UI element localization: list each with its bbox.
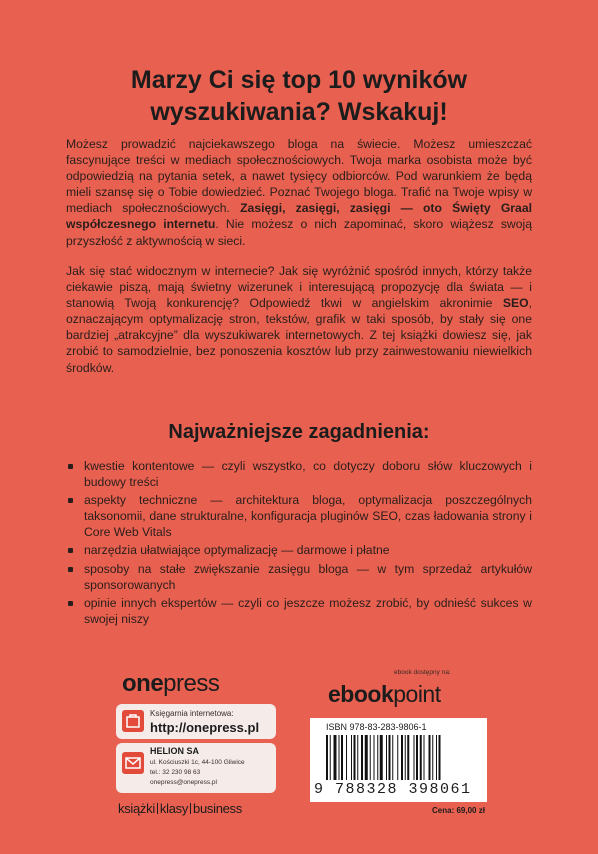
seo-text: Jak się stać widocznym w internecie? Jak się wyróżnić spośród innych, którzy także ciekawie piszą, mają świetny wizerunek i interesującą propozycję dla świata — i stanowią Twoją konkurencję? Odpowiedź tkwi w angielskim akronimie (66, 264, 532, 311)
barcode-stripe (414, 735, 415, 780)
barcode-stripe (357, 735, 358, 780)
imprints-logo (118, 801, 242, 816)
seo-paragraph (66, 263, 532, 376)
barcode-stripe (365, 735, 368, 780)
price-text: Cena: 69,00 zł (432, 806, 485, 815)
barcode-stripe (361, 735, 363, 780)
barcode-stripe (432, 735, 433, 780)
barcode-stripe (405, 735, 406, 780)
imprint-klasy: klasy (159, 801, 189, 816)
barcode-stripe (346, 735, 347, 780)
helion-name: HELION SA (150, 746, 200, 756)
intro-text: Możesz prowadzić najciekawszego bloga na świecie. Możesz umieszczać fascynujące treści w mediach społecznościowych. Twoja marka osobista może być odpowiedzią na pytania setek, a nawet tysięcy odbiorców. Pod warunkiem że będą mieli szansę się o Tobie dowiedzieć. Poznać Twojego bloga. Trafić na Twoje wpisy w mediach społecznościowych. (66, 137, 532, 216)
barcode-stripe (380, 735, 383, 780)
helion-contact-card (116, 743, 276, 793)
list-item (66, 542, 532, 558)
online-store-card[interactable] (116, 704, 276, 739)
onepress-logo-press: press (163, 670, 220, 697)
topics-list (66, 458, 532, 629)
imprint-business: business (193, 801, 242, 816)
barcode-stripe (339, 735, 340, 780)
barcode-box (310, 718, 487, 802)
list-item-text: sposoby na stałe zwiększanie zasięgu bloga — w tym sprzedaż artykułów sponsorowanych (84, 561, 532, 592)
barcode-stripe (439, 735, 441, 780)
mail-icon (122, 752, 144, 774)
barcode-stripe (392, 735, 393, 780)
headline (40, 64, 558, 128)
seo-text-end: , oznaczającym optymalizację stron, tekstów, grafik w taki sposób, by stały się one bardziej „atrakcyjne” dla wyszukiwarek internetowych. Z tej książki dowiesz się, jak zrobić to samodzielnie, bez ponoszenia kosztów lub przy zainwestowaniu niewielkich środków. (66, 296, 532, 375)
list-item-text: aspekty techniczne — architektura bloga, optymalizacja poszczególnych taksonomii, dane strukturalne, konfiguracja pluginów SEO, czas ładowania strony i Core Web Vitals (84, 493, 532, 540)
seo-bold-text: SEO (502, 296, 529, 311)
store-icon (122, 710, 144, 732)
barcode-stripe (330, 735, 331, 780)
barcode-stripe (351, 735, 352, 780)
list-item-text: kwestie kontentowe — czyli wszystko, co dotyczy doboru słów kluczowych i budowy treści (84, 459, 532, 490)
section-heading: Najważniejsze zagadnienia: (168, 421, 430, 443)
barcode-stripe (416, 735, 418, 780)
headline-line-2: wyszukiwania? Wskakuj! (150, 98, 448, 126)
barcode-stripe (429, 735, 431, 780)
barcode-stripe (370, 735, 371, 780)
barcode-stripe (334, 735, 337, 780)
list-item-text: opinie innych ekspertów — czyli co jeszcze możesz zrobić, by odnieść sukces w swojej niszy (84, 595, 532, 626)
ebookpoint-logo-point: point (393, 681, 441, 707)
bullet-icon (68, 601, 73, 606)
barcode-stripe (407, 735, 409, 780)
isbn-text: ISBN 978-83-283-9806-1 (326, 722, 427, 732)
helion-address: ul. Kościuszki 1c, 44-100 Gliwice (150, 759, 245, 766)
list-item (66, 595, 532, 627)
store-label: Księgarnia internetowa: (150, 709, 234, 718)
barcode-stripe (420, 735, 422, 780)
barcode-stripe (397, 735, 398, 780)
barcode-stripe (389, 735, 391, 780)
headline-line-1: Marzy Ci się top 10 wyników (130, 66, 468, 94)
ebookpoint-logo (328, 681, 441, 708)
intro-bold-text: Zasięgi, zasięgi, zasięgi — oto Święty Graal współczesnego internetu (66, 201, 532, 232)
barcode-bars (326, 735, 478, 780)
helion-phone: tel.: 32 230 98 63 (150, 769, 201, 776)
bullet-icon (68, 548, 73, 553)
imprint-ksiazki: książki (118, 801, 155, 816)
list-item (66, 492, 532, 540)
onepress-logo-one: one (122, 670, 164, 697)
barcode-number: 9 788328 398061 (314, 781, 472, 798)
barcode-stripe (374, 735, 375, 780)
intro-paragraph (66, 136, 532, 249)
barcode-stripe (354, 735, 356, 780)
barcode-stripe (436, 735, 437, 780)
bullet-icon (68, 498, 73, 503)
barcode-stripe (341, 735, 343, 780)
barcode-stripe (424, 735, 425, 780)
barcode-stripe (377, 735, 378, 780)
store-link[interactable]: http://onepress.pl (150, 720, 260, 735)
ebookpoint-logo-ebook: ebook (328, 681, 394, 707)
ebook-caption: ebook dostępny na: (394, 669, 451, 676)
imprint-separator (157, 803, 158, 814)
helion-email: onepress@onepress.pl (150, 779, 217, 786)
intro-text-end: . Nie możesz o nich zapominać, skoro wiążesz swoją przyszłość z aktywnością w sieci. (66, 217, 532, 248)
imprint-separator (190, 803, 191, 814)
bullet-icon (68, 464, 73, 469)
onepress-logo (122, 670, 219, 698)
list-item-text: narzędzia ułatwiające optymalizację — darmowe i płatne (84, 543, 390, 558)
list-item (66, 561, 532, 593)
barcode-stripe (401, 735, 403, 780)
list-item (66, 458, 532, 490)
bullet-icon (68, 567, 73, 572)
barcode-stripe (326, 735, 328, 780)
barcode-stripe (386, 735, 387, 780)
